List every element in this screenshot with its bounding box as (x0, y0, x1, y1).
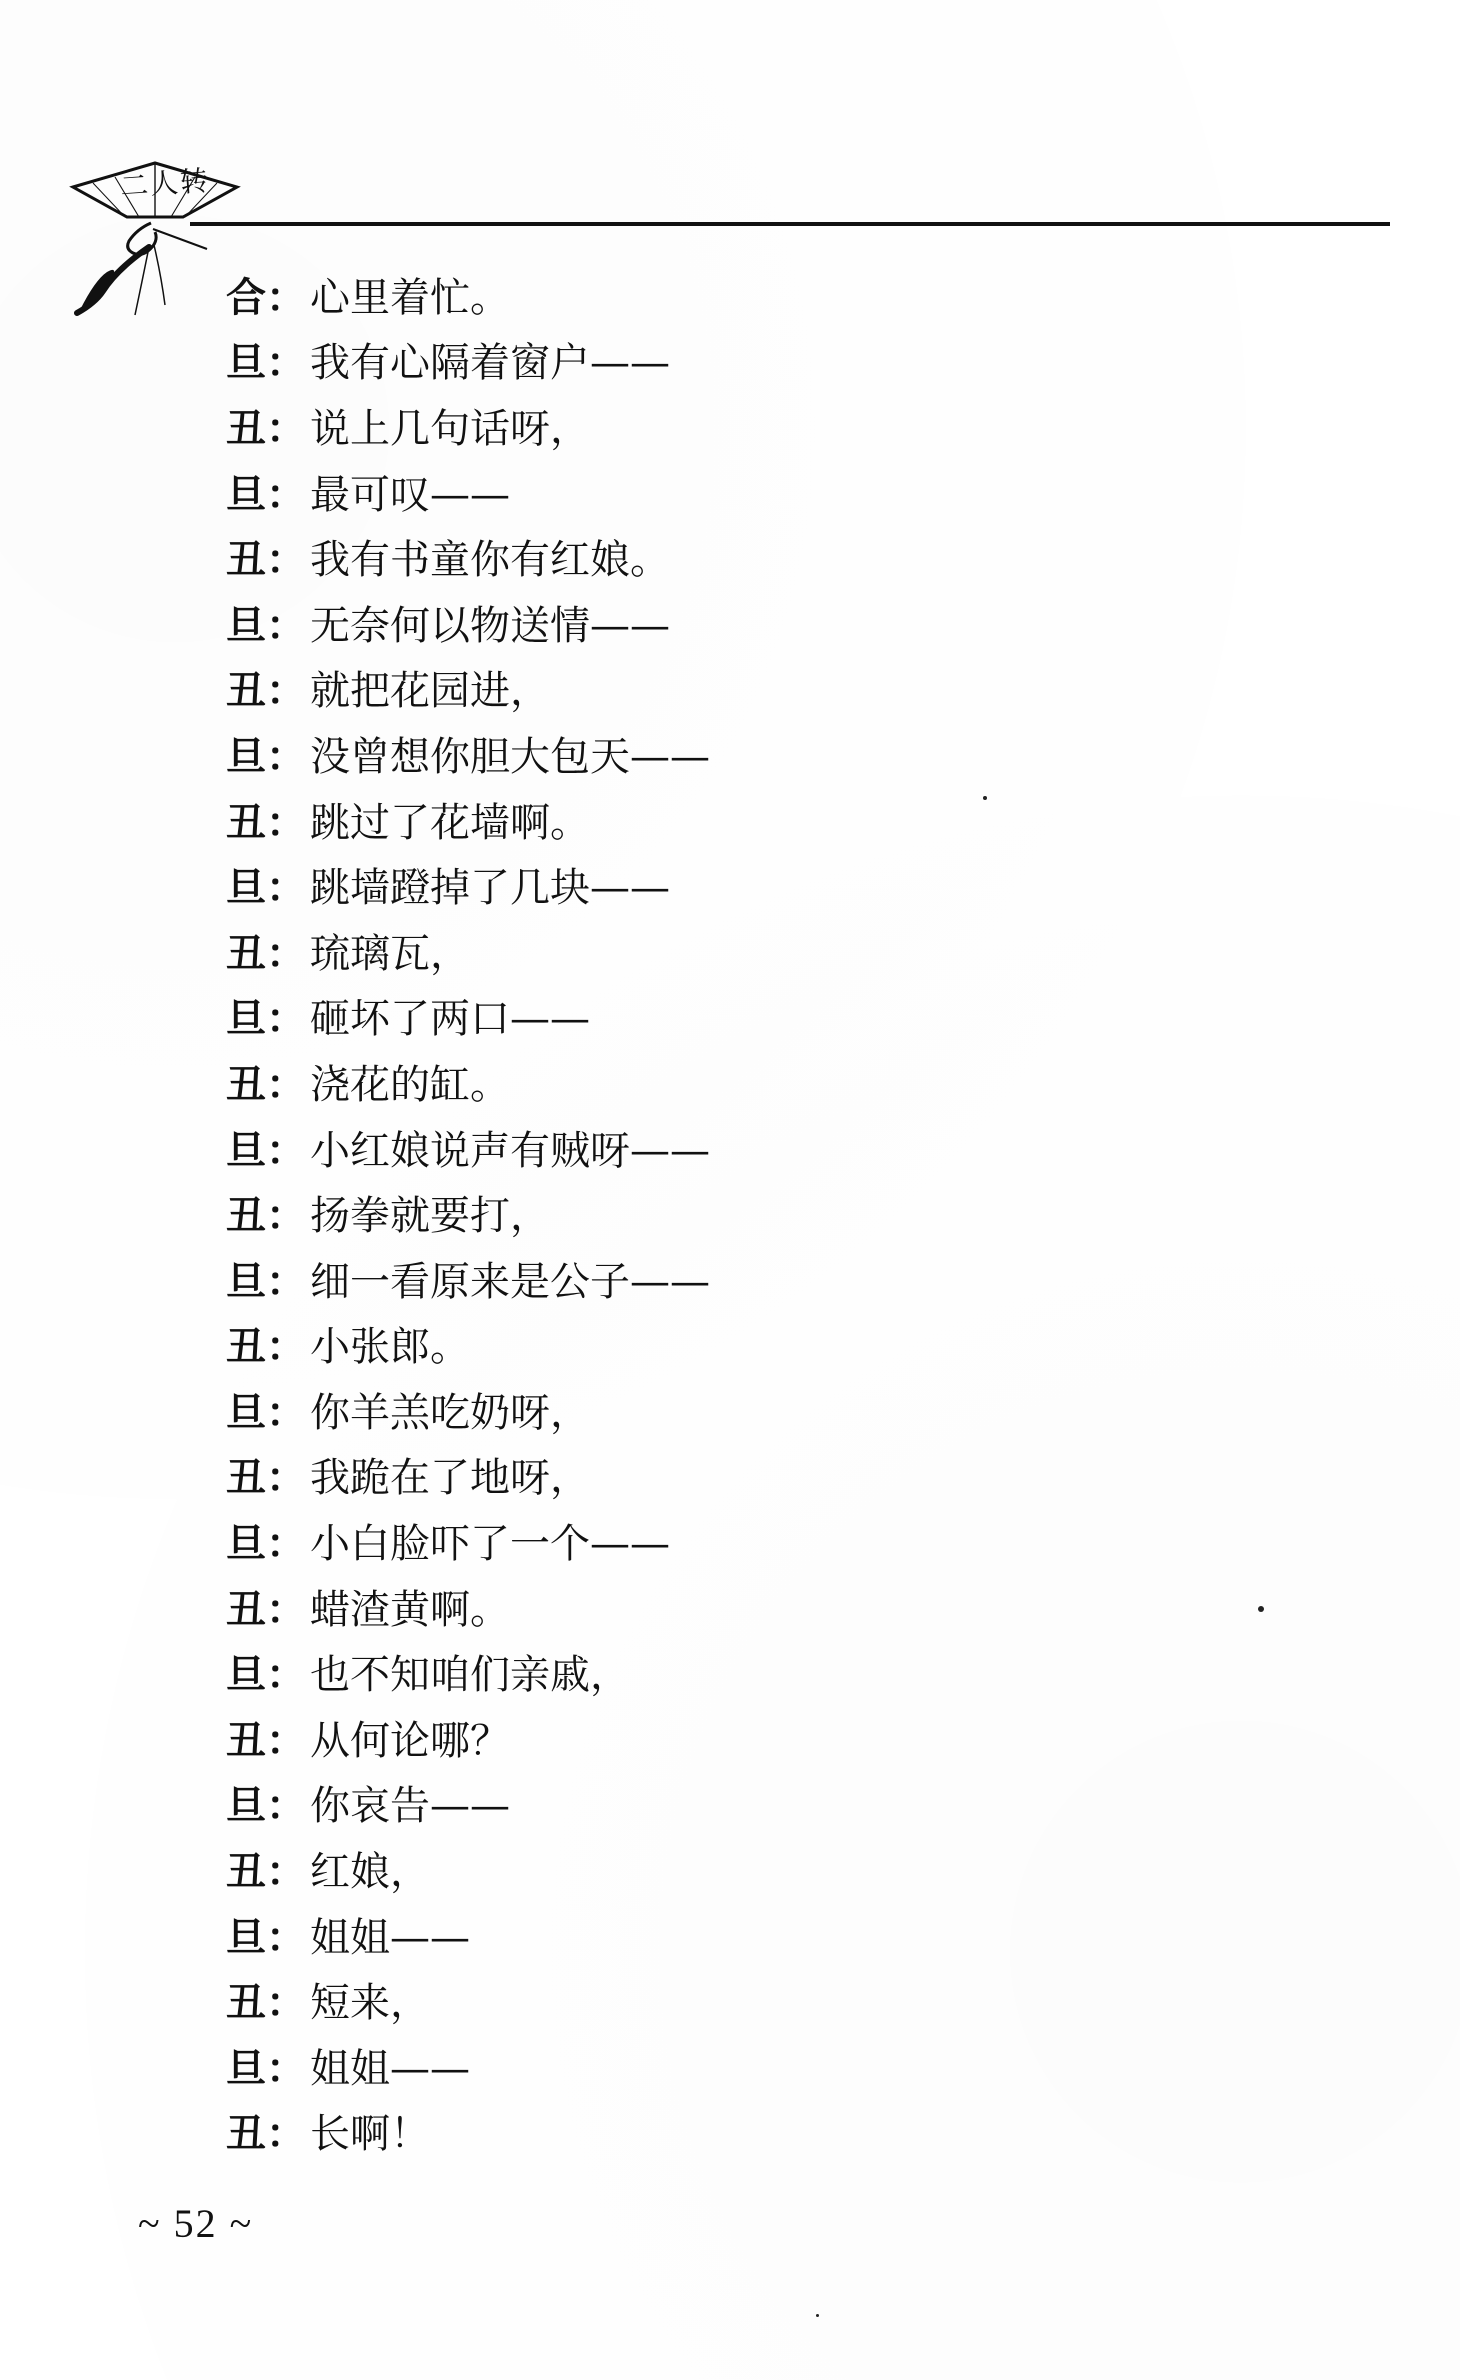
speech-text: 小白脸吓了一个—— (310, 1521, 670, 1568)
speaker-label: 旦： (226, 470, 306, 518)
dialogue-line (226, 1905, 1256, 1971)
speech-text: 就把花园进， (310, 668, 550, 715)
speaker-label: 丑： (226, 1454, 306, 1502)
dialogue-line (226, 396, 1256, 462)
speech-text: 没曾想你胆大包天—— (310, 733, 710, 780)
dialogue-line (226, 462, 1256, 528)
dialogue-line (226, 1708, 1256, 1774)
speaker-label: 旦： (226, 1126, 306, 1174)
speech-text: 小张郎。 (310, 1324, 470, 1371)
dialogue-line (226, 331, 1256, 397)
speech-text: 你羊羔吃奶呀， (310, 1389, 590, 1436)
speaker-label: 合： (226, 273, 306, 321)
speech-text: 姐姐—— (310, 2045, 470, 2092)
dialogue-line (226, 855, 1256, 921)
speech-text: 我有心隔着窗户—— (310, 340, 670, 387)
dialogue-line (226, 1839, 1256, 1905)
speech-text: 从何论哪？ (310, 1717, 510, 1764)
speech-text: 蜡渣黄啊。 (310, 1586, 510, 1633)
dialogue-line (226, 1642, 1256, 1708)
dialogue-line (226, 790, 1256, 856)
speech-text: 我跪在了地呀， (310, 1455, 590, 1502)
dialogue-line (226, 1774, 1256, 1840)
logo-text: 二人转 (119, 163, 212, 204)
dialogue-line (226, 2036, 1256, 2102)
speaker-label: 旦： (226, 732, 306, 780)
speaker-label: 旦： (226, 1388, 306, 1436)
speaker-label: 丑： (226, 1585, 306, 1633)
speaker-label: 旦： (226, 2044, 306, 2092)
speaker-label: 丑： (226, 1848, 306, 1896)
speaker-label: 丑： (226, 1323, 306, 1371)
dialogue-line (226, 593, 1256, 659)
speaker-label: 丑： (226, 1192, 306, 1240)
dialogue-line (226, 1183, 1256, 1249)
speaker-label: 丑： (226, 1716, 306, 1764)
header-rule (190, 222, 1390, 226)
dialogue-line (226, 921, 1256, 987)
dialogue-line (226, 987, 1256, 1053)
scan-speck (983, 796, 987, 800)
scan-speck (816, 2314, 819, 2317)
speech-text: 心里着忙。 (310, 274, 510, 321)
speech-text: 我有书童你有红娘。 (310, 537, 670, 584)
speaker-label: 旦： (226, 1520, 306, 1568)
speech-text: 砸坏了两口—— (310, 996, 590, 1043)
speaker-label: 旦： (226, 1257, 306, 1305)
speaker-label: 旦： (226, 864, 306, 912)
speech-text: 红娘， (310, 1849, 430, 1896)
speaker-label: 丑： (226, 929, 306, 977)
speech-text: 扬拳就要打， (310, 1193, 550, 1240)
speaker-label: 旦： (226, 1651, 306, 1699)
speaker-label: 丑： (226, 536, 306, 584)
dialogue-list (226, 265, 1256, 2167)
speaker-label: 旦： (226, 601, 306, 649)
dialogue-line (226, 1118, 1256, 1184)
speaker-label: 旦： (226, 1913, 306, 1961)
speech-text: 也不知咱们亲戚， (310, 1652, 630, 1699)
dialogue-line (226, 659, 1256, 725)
dialogue-line (226, 2102, 1256, 2168)
speech-text: 琉璃瓦， (310, 930, 470, 977)
dialogue-line (226, 1380, 1256, 1446)
dialogue-line (226, 1446, 1256, 1512)
speaker-label: 旦： (226, 339, 306, 387)
scan-speck (1258, 1606, 1264, 1612)
dialogue-line (226, 1970, 1256, 2036)
speech-text: 说上几句话呀， (310, 405, 590, 452)
speech-text: 姐姐—— (310, 1914, 470, 1961)
speaker-label: 丑： (226, 404, 306, 452)
speech-text: 跳过了花墙啊。 (310, 799, 590, 846)
dialogue-line (226, 1511, 1256, 1577)
speaker-label: 丑： (226, 2110, 306, 2158)
speech-text: 最可叹—— (310, 471, 510, 518)
dialogue-line (226, 724, 1256, 790)
speaker-label: 丑： (226, 1060, 306, 1108)
speaker-label: 丑： (226, 1979, 306, 2027)
speech-text: 长啊！ (310, 2111, 430, 2158)
page-number: ~ 52 ~ (138, 2201, 254, 2246)
speaker-label: 丑： (226, 667, 306, 715)
dialogue-line (226, 1052, 1256, 1118)
speech-text: 浇花的缸。 (310, 1061, 510, 1108)
speaker-label: 旦： (226, 995, 306, 1043)
dialogue-line (226, 1249, 1256, 1315)
speech-text: 无奈何以物送情—— (310, 602, 670, 649)
speech-text: 小红娘说声有贼呀—— (310, 1127, 710, 1174)
speech-text: 细一看原来是公子—— (310, 1258, 710, 1305)
dialogue-line (226, 1315, 1256, 1381)
speaker-label: 丑： (226, 798, 306, 846)
speech-text: 你哀告—— (310, 1783, 510, 1830)
dialogue-line (226, 1577, 1256, 1643)
dialogue-line (226, 265, 1256, 331)
speaker-label: 旦： (226, 1782, 306, 1830)
dialogue-line (226, 527, 1256, 593)
speech-text: 短来， (310, 1980, 430, 2027)
speech-text: 跳墙蹬掉了几块—— (310, 865, 670, 912)
